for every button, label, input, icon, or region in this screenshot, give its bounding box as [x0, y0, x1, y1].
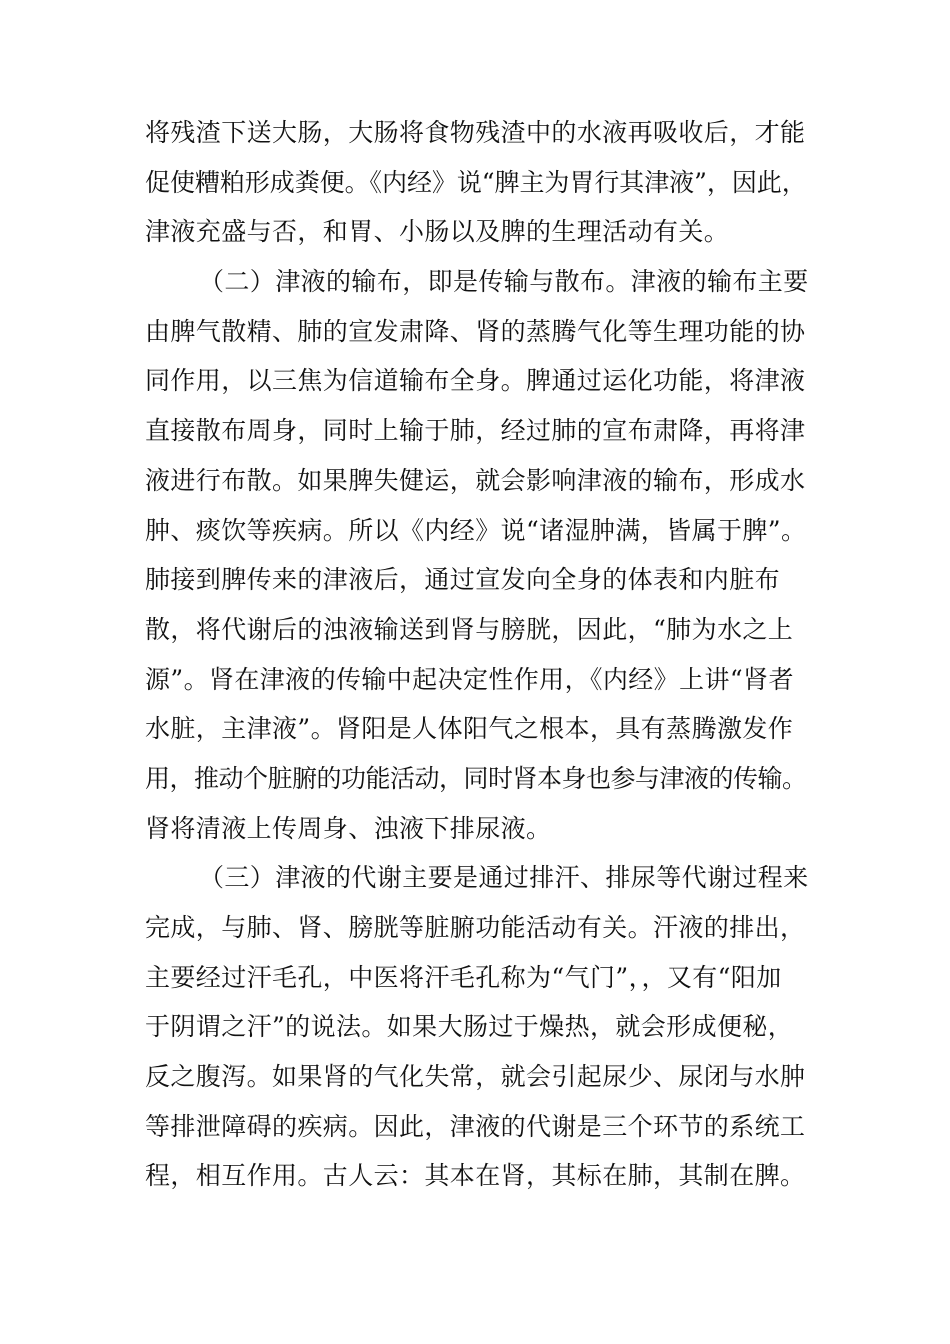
body-text [145, 108, 810, 1201]
text-line: 肿、痰饮等疾病。所以《内经》说“诸湿肿满，皆属于脾”。 [145, 515, 807, 545]
text-line: 直接散布周身，同时上输于肺，经过肺的宣布肃降，再将津 [145, 416, 806, 446]
text-line: 主要经过汗毛孔，中医将汗毛孔称为“气门”，，又有“阳加 [145, 962, 782, 992]
text-line: 水脏，主津液”。肾阳是人体阳气之根本，具有蒸腾激发作 [145, 714, 794, 744]
text-line: 液进行布散。如果脾失健运，就会影响津液的输布，形成水 [145, 465, 806, 495]
text-line: 用，推动个脏腑的功能活动，同时肾本身也参与津液的传输。 [145, 763, 807, 793]
text-line: （三）津液的代谢主要是通过排汗、排尿等代谢过程来 [199, 863, 809, 893]
text-line: 同作用，以三焦为信道输布全身。脾通过运化功能，将津液 [145, 366, 806, 396]
text-line: 由脾气散精、肺的宣发肃降、肾的蒸腾气化等生理功能的协 [145, 316, 806, 346]
text-line: 肺接到脾传来的津液后，通过宣发向全身的体表和内脏布 [145, 565, 781, 595]
text-line: 将残渣下送大肠，大肠将食物残渣中的水液再吸收后，才能 [145, 118, 806, 147]
text-line: 等排泄障碍的疾病。因此，津液的代谢是三个环节的系统工 [145, 1111, 806, 1141]
text-line: （二）津液的输布，即是传输与散布。津液的输布主要 [199, 267, 809, 297]
text-line: 促使糟粕形成粪便。《内经》说“脾主为胃行其津液”，因此， [145, 167, 807, 197]
text-line: 程，相互作用。古人云：其本在肾，其标在肺，其制在脾。 [145, 1161, 806, 1191]
text-line: 完成，与肺、肾、膀胱等脏腑功能活动有关。汗液的排出， [145, 913, 806, 942]
text-line: 肾将清液上传周身、浊液下排尿液。 [145, 813, 552, 843]
text-line: 散，将代谢后的浊液输送到肾与膀胱，因此，“肺为水之上 [145, 614, 794, 644]
text-line: 于阴谓之汗”的说法。如果大肠过于燥热，就会形成便秘， [145, 1012, 794, 1042]
text-line: 源”。肾在津液的传输中起决定性作用，《内经》上讲“肾者 [145, 664, 794, 694]
text-line: 反之腹泻。如果肾的气化失常，就会引起尿少、尿闭与水肿 [145, 1062, 806, 1092]
text-line: 津液充盛与否，和胃、小肠以及脾的生理活动有关。 [145, 217, 730, 247]
